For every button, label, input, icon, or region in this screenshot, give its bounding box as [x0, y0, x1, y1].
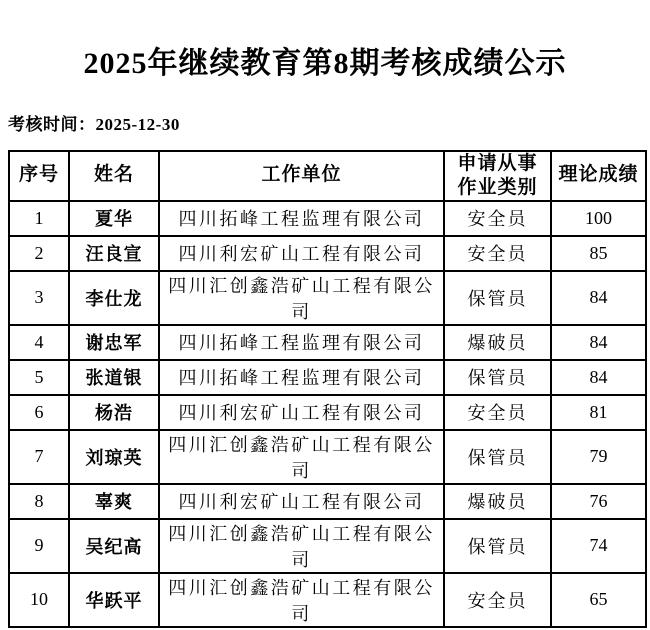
- table-row: [9, 430, 646, 484]
- header-cell-no: 序号: [9, 151, 69, 201]
- cell-category: 安全员: [444, 573, 551, 627]
- cell-unit: 四川利宏矿山工程有限公司: [159, 395, 444, 430]
- cell-no: 7: [9, 430, 69, 484]
- cell-unit: 四川汇创鑫浩矿山工程有限公司: [159, 573, 444, 627]
- cell-no: 1: [9, 201, 69, 236]
- table-header-row: [9, 151, 646, 201]
- cell-name: 吴纪高: [69, 519, 159, 573]
- cell-unit: 四川汇创鑫浩矿山工程有限公司: [159, 519, 444, 573]
- table-row: [9, 519, 646, 573]
- results-table: [8, 150, 647, 628]
- cell-score: 84: [551, 271, 646, 325]
- cell-score: 84: [551, 325, 646, 360]
- cell-unit: 四川拓峰工程监理有限公司: [159, 360, 444, 395]
- cell-name: 张道银: [69, 360, 159, 395]
- header-cell-category: [444, 151, 551, 201]
- cell-no: 10: [9, 573, 69, 627]
- cell-no: 5: [9, 360, 69, 395]
- cell-category: 爆破员: [444, 484, 551, 519]
- cell-score: 76: [551, 484, 646, 519]
- cell-category: 爆破员: [444, 325, 551, 360]
- cell-unit: 四川拓峰工程监理有限公司: [159, 325, 444, 360]
- cell-category: 保管员: [444, 430, 551, 484]
- assessment-time: [8, 114, 650, 136]
- cell-category: 安全员: [444, 201, 551, 236]
- table-row: [9, 271, 646, 325]
- cell-category: 安全员: [444, 236, 551, 271]
- page-title: 2025年继续教育第8期考核成绩公示: [83, 47, 567, 80]
- cell-name: 华跃平: [69, 573, 159, 627]
- table-row: [9, 201, 646, 236]
- cell-name: 刘琼英: [69, 430, 159, 484]
- cell-no: 2: [9, 236, 69, 271]
- cell-name: 谢忠军: [69, 325, 159, 360]
- cell-name: 李仕龙: [69, 271, 159, 325]
- table-row: [9, 325, 646, 360]
- assessment-time-label: 考核时间：: [8, 115, 96, 134]
- cell-score: 74: [551, 519, 646, 573]
- cell-score: 79: [551, 430, 646, 484]
- cell-no: 8: [9, 484, 69, 519]
- cell-name: 杨浩: [69, 395, 159, 430]
- header-cell-name: 姓名: [69, 151, 159, 201]
- table-row: [9, 484, 646, 519]
- header-category-text: 申请从事作业类别: [457, 153, 538, 198]
- cell-score: 85: [551, 236, 646, 271]
- cell-category: 保管员: [444, 519, 551, 573]
- header-cell-unit: 工作单位: [159, 151, 444, 201]
- cell-unit: 四川汇创鑫浩矿山工程有限公司: [159, 271, 444, 325]
- header-cell-score: 理论成绩: [551, 151, 646, 201]
- cell-unit: 四川利宏矿山工程有限公司: [159, 484, 444, 519]
- cell-name: 夏华: [69, 201, 159, 236]
- cell-no: 3: [9, 271, 69, 325]
- cell-no: 6: [9, 395, 69, 430]
- cell-category: 安全员: [444, 395, 551, 430]
- table-row: [9, 573, 646, 627]
- cell-score: 100: [551, 201, 646, 236]
- cell-name: 汪良宣: [69, 236, 159, 271]
- cell-category: 保管员: [444, 271, 551, 325]
- cell-unit: 四川拓峰工程监理有限公司: [159, 201, 444, 236]
- cell-score: 65: [551, 573, 646, 627]
- cell-score: 84: [551, 360, 646, 395]
- cell-unit: 四川汇创鑫浩矿山工程有限公司: [159, 430, 444, 484]
- table-row: [9, 360, 646, 395]
- assessment-time-value: 2025-12-30: [95, 115, 180, 134]
- cell-category: 保管员: [444, 360, 551, 395]
- table-row: [9, 236, 646, 271]
- cell-unit: 四川利宏矿山工程有限公司: [159, 236, 444, 271]
- table-row: [9, 395, 646, 430]
- cell-no: 9: [9, 519, 69, 573]
- cell-name: 辜爽: [69, 484, 159, 519]
- cell-score: 81: [551, 395, 646, 430]
- cell-no: 4: [9, 325, 69, 360]
